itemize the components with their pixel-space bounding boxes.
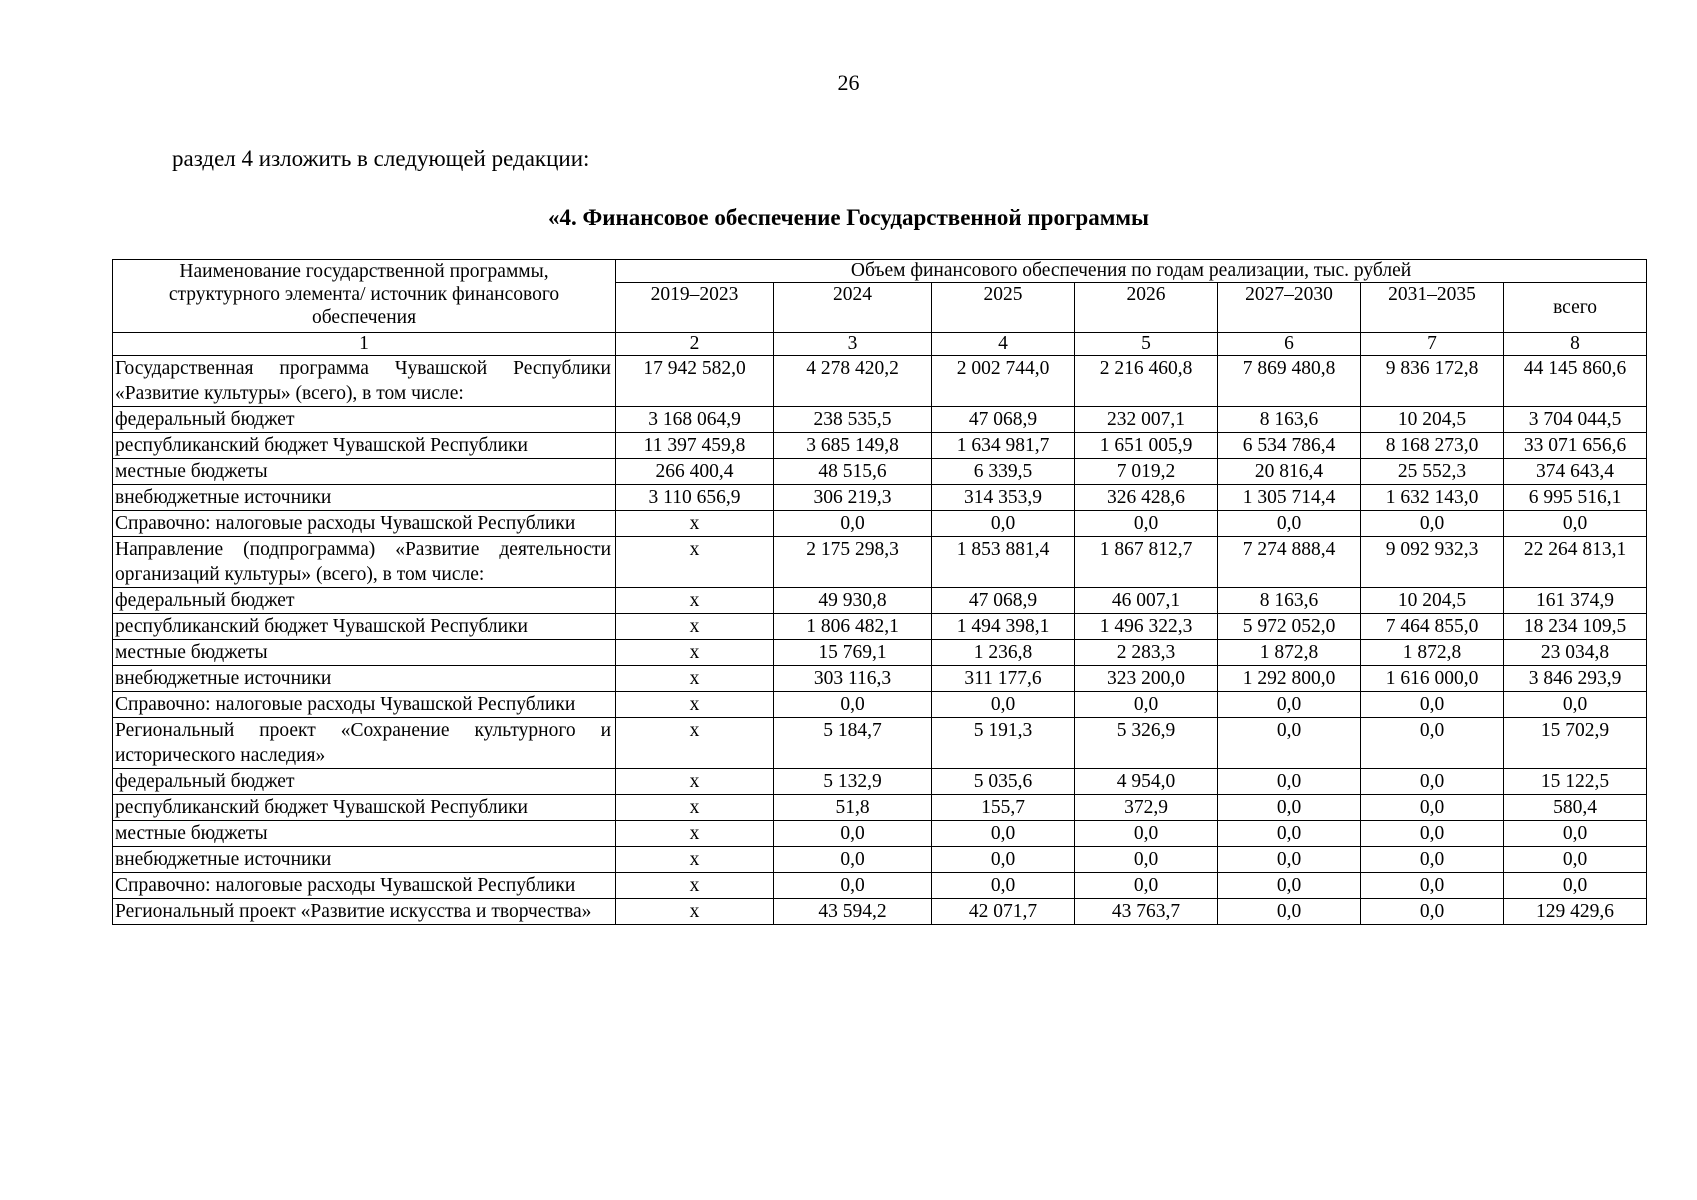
cell-value: 1 872,8: [1361, 640, 1504, 666]
cell-value: 1 632 143,0: [1361, 485, 1504, 511]
cell-value: 18 234 109,5: [1504, 614, 1647, 640]
cell-value: 326 428,6: [1075, 485, 1218, 511]
cell-value: 0,0: [1504, 847, 1647, 873]
cell-value: 4 278 420,2: [774, 356, 932, 407]
cell-value: 22 264 813,1: [1504, 537, 1647, 588]
row-label: федеральный бюджет: [113, 769, 616, 795]
cell-value: 3 846 293,9: [1504, 666, 1647, 692]
intro-text: раздел 4 изложить в следующей редакции:: [172, 146, 590, 171]
row-label: Справочно: налоговые расходы Чувашской Республики: [113, 511, 616, 537]
cell-value: 0,0: [1361, 718, 1504, 769]
table-row: [113, 666, 1647, 692]
cell-value: 3 685 149,8: [774, 433, 932, 459]
header-year: 2026: [1075, 283, 1218, 333]
cell-value: 6 995 516,1: [1504, 485, 1647, 511]
cell-value: 0,0: [932, 821, 1075, 847]
cell-value: 0,0: [1075, 821, 1218, 847]
cell-value: 6 339,5: [932, 459, 1075, 485]
header-name-column: Наименование государственной программы, структурного элемента/ источник финансового обеспечения: [113, 260, 616, 333]
cell-value: 0,0: [1504, 692, 1647, 718]
table-row: [113, 588, 1647, 614]
cell-value: х: [616, 537, 774, 588]
cell-value: х: [616, 511, 774, 537]
cell-value: 47 068,9: [932, 407, 1075, 433]
cell-value: х: [616, 795, 774, 821]
row-label: Государственная программа Чувашской Республики «Развитие культуры» (всего), в том числе:: [113, 356, 616, 407]
cell-value: х: [616, 821, 774, 847]
cell-value: 1 806 482,1: [774, 614, 932, 640]
cell-value: 1 634 981,7: [932, 433, 1075, 459]
cell-value: 0,0: [932, 511, 1075, 537]
cell-value: 51,8: [774, 795, 932, 821]
cell-value: х: [616, 588, 774, 614]
header-year: 2031–2035: [1361, 283, 1504, 333]
cell-value: х: [616, 666, 774, 692]
cell-value: 266 400,4: [616, 459, 774, 485]
cell-value: 155,7: [932, 795, 1075, 821]
cell-value: 2 002 744,0: [932, 356, 1075, 407]
cell-value: х: [616, 692, 774, 718]
cell-value: 0,0: [1361, 795, 1504, 821]
cell-value: 17 942 582,0: [616, 356, 774, 407]
row-label: Региональный проект «Сохранение культурного и исторического наследия»: [113, 718, 616, 769]
cell-value: х: [616, 847, 774, 873]
table-row: [113, 718, 1647, 769]
cell-value: 0,0: [1218, 873, 1361, 899]
cell-value: 238 535,5: [774, 407, 932, 433]
row-label: республиканский бюджет Чувашской Республики: [113, 433, 616, 459]
cell-value: 314 353,9: [932, 485, 1075, 511]
cell-value: 232 007,1: [1075, 407, 1218, 433]
cell-value: 306 219,3: [774, 485, 932, 511]
cell-value: 4 954,0: [1075, 769, 1218, 795]
cell-value: 5 035,6: [932, 769, 1075, 795]
cell-value: 20 816,4: [1218, 459, 1361, 485]
cell-value: 15 702,9: [1504, 718, 1647, 769]
cell-value: 161 374,9: [1504, 588, 1647, 614]
row-label: республиканский бюджет Чувашской Республики: [113, 614, 616, 640]
table-row: [113, 821, 1647, 847]
cell-value: 0,0: [1361, 899, 1504, 925]
row-label: местные бюджеты: [113, 640, 616, 666]
cell-value: 33 071 656,6: [1504, 433, 1647, 459]
table-row: [113, 795, 1647, 821]
cell-value: 10 204,5: [1361, 588, 1504, 614]
cell-value: 9 092 932,3: [1361, 537, 1504, 588]
cell-value: 15 122,5: [1504, 769, 1647, 795]
table-row: [113, 847, 1647, 873]
cell-value: 48 515,6: [774, 459, 932, 485]
cell-value: 7 869 480,8: [1218, 356, 1361, 407]
cell-value: 5 326,9: [1075, 718, 1218, 769]
cell-value: 5 972 052,0: [1218, 614, 1361, 640]
row-label: федеральный бюджет: [113, 588, 616, 614]
cell-value: 3 168 064,9: [616, 407, 774, 433]
row-label: Направление (подпрограмма) «Развитие деятельности организаций культуры» (всего), в том числе:: [113, 537, 616, 588]
cell-value: 9 836 172,8: [1361, 356, 1504, 407]
row-label: Справочно: налоговые расходы Чувашской Республики: [113, 873, 616, 899]
table-row: [113, 537, 1647, 588]
cell-value: 0,0: [932, 692, 1075, 718]
column-number: 3: [774, 333, 932, 356]
column-number: 6: [1218, 333, 1361, 356]
cell-value: х: [616, 873, 774, 899]
cell-value: 0,0: [1504, 821, 1647, 847]
cell-value: 7 274 888,4: [1218, 537, 1361, 588]
financing-table: [112, 259, 1647, 925]
cell-value: 7 019,2: [1075, 459, 1218, 485]
cell-value: 0,0: [1075, 511, 1218, 537]
cell-value: 1 867 812,7: [1075, 537, 1218, 588]
header-group-title: Объем финансового обеспечения по годам реализации, тыс. рублей: [616, 260, 1647, 283]
cell-value: 6 534 786,4: [1218, 433, 1361, 459]
cell-value: 47 068,9: [932, 588, 1075, 614]
cell-value: х: [616, 614, 774, 640]
cell-value: 23 034,8: [1504, 640, 1647, 666]
cell-value: 0,0: [1504, 873, 1647, 899]
cell-value: 0,0: [774, 873, 932, 899]
section-heading: «4. Финансовое обеспечение Государственной программы: [548, 205, 1149, 230]
cell-value: 8 168 273,0: [1361, 433, 1504, 459]
table-row: [113, 769, 1647, 795]
cell-value: 1 494 398,1: [932, 614, 1075, 640]
table-row: [113, 356, 1647, 407]
cell-value: 0,0: [932, 873, 1075, 899]
cell-value: 3 704 044,5: [1504, 407, 1647, 433]
cell-value: 303 116,3: [774, 666, 932, 692]
cell-value: 1 872,8: [1218, 640, 1361, 666]
row-label: местные бюджеты: [113, 821, 616, 847]
cell-value: 0,0: [1218, 769, 1361, 795]
cell-value: 2 175 298,3: [774, 537, 932, 588]
cell-value: 8 163,6: [1218, 407, 1361, 433]
cell-value: 44 145 860,6: [1504, 356, 1647, 407]
cell-value: 372,9: [1075, 795, 1218, 821]
cell-value: 0,0: [1075, 692, 1218, 718]
header-year: 2027–2030: [1218, 283, 1361, 333]
table-row: [113, 899, 1647, 925]
table-body: [113, 356, 1647, 925]
cell-value: 0,0: [1218, 718, 1361, 769]
cell-value: 0,0: [1218, 692, 1361, 718]
cell-value: 0,0: [774, 511, 932, 537]
cell-value: 1 651 005,9: [1075, 433, 1218, 459]
row-label: республиканский бюджет Чувашской Республики: [113, 795, 616, 821]
column-number: 8: [1504, 333, 1647, 356]
table-row: [113, 407, 1647, 433]
cell-value: 1 616 000,0: [1361, 666, 1504, 692]
cell-value: 7 464 855,0: [1361, 614, 1504, 640]
cell-value: 0,0: [1361, 821, 1504, 847]
row-label: внебюджетные источники: [113, 485, 616, 511]
page-number: 26: [837, 70, 860, 95]
table-row: [113, 511, 1647, 537]
header-year: 2025: [932, 283, 1075, 333]
cell-value: 0,0: [1075, 847, 1218, 873]
header-year: 2019–2023: [616, 283, 774, 333]
header-year: всего: [1504, 283, 1647, 333]
cell-value: 0,0: [1361, 692, 1504, 718]
row-label: федеральный бюджет: [113, 407, 616, 433]
cell-value: 43 594,2: [774, 899, 932, 925]
cell-value: х: [616, 718, 774, 769]
cell-value: 49 930,8: [774, 588, 932, 614]
cell-value: 1 292 800,0: [1218, 666, 1361, 692]
cell-value: 0,0: [774, 821, 932, 847]
column-number: 1: [113, 333, 616, 356]
cell-value: 1 236,8: [932, 640, 1075, 666]
cell-value: 43 763,7: [1075, 899, 1218, 925]
cell-value: 0,0: [1504, 511, 1647, 537]
cell-value: 3 110 656,9: [616, 485, 774, 511]
column-number: 5: [1075, 333, 1218, 356]
cell-value: 1 853 881,4: [932, 537, 1075, 588]
cell-value: 0,0: [1361, 511, 1504, 537]
table-row: [113, 485, 1647, 511]
cell-value: 0,0: [774, 692, 932, 718]
cell-value: 0,0: [1075, 873, 1218, 899]
cell-value: 0,0: [1218, 899, 1361, 925]
cell-value: 311 177,6: [932, 666, 1075, 692]
cell-value: 5 184,7: [774, 718, 932, 769]
table-row: [113, 459, 1647, 485]
cell-value: 0,0: [774, 847, 932, 873]
column-number-row: [113, 333, 1647, 356]
cell-value: 5 191,3: [932, 718, 1075, 769]
cell-value: 25 552,3: [1361, 459, 1504, 485]
cell-value: 1 496 322,3: [1075, 614, 1218, 640]
cell-value: 11 397 459,8: [616, 433, 774, 459]
cell-value: 2 216 460,8: [1075, 356, 1218, 407]
cell-value: 8 163,6: [1218, 588, 1361, 614]
row-label: внебюджетные источники: [113, 847, 616, 873]
cell-value: 46 007,1: [1075, 588, 1218, 614]
row-label: Региональный проект «Развитие искусства и творчества»: [113, 899, 616, 925]
cell-value: 0,0: [1218, 847, 1361, 873]
column-number: 4: [932, 333, 1075, 356]
cell-value: 0,0: [1361, 847, 1504, 873]
cell-value: 0,0: [1361, 769, 1504, 795]
cell-value: 42 071,7: [932, 899, 1075, 925]
cell-value: 374 643,4: [1504, 459, 1647, 485]
table-row: [113, 873, 1647, 899]
cell-value: 10 204,5: [1361, 407, 1504, 433]
table-row: [113, 433, 1647, 459]
cell-value: 129 429,6: [1504, 899, 1647, 925]
cell-value: 1 305 714,4: [1218, 485, 1361, 511]
cell-value: 323 200,0: [1075, 666, 1218, 692]
cell-value: 15 769,1: [774, 640, 932, 666]
cell-value: 0,0: [932, 847, 1075, 873]
table-row: [113, 640, 1647, 666]
column-number: 2: [616, 333, 774, 356]
header-year: 2024: [774, 283, 932, 333]
row-label: Справочно: налоговые расходы Чувашской Республики: [113, 692, 616, 718]
column-number: 7: [1361, 333, 1504, 356]
row-label: местные бюджеты: [113, 459, 616, 485]
cell-value: 0,0: [1218, 795, 1361, 821]
cell-value: 2 283,3: [1075, 640, 1218, 666]
cell-value: 0,0: [1361, 873, 1504, 899]
cell-value: х: [616, 769, 774, 795]
table-row: [113, 692, 1647, 718]
cell-value: х: [616, 899, 774, 925]
cell-value: 0,0: [1218, 511, 1361, 537]
cell-value: 0,0: [1218, 821, 1361, 847]
table-row: [113, 614, 1647, 640]
cell-value: 5 132,9: [774, 769, 932, 795]
header-row-group: [113, 260, 1647, 283]
cell-value: 580,4: [1504, 795, 1647, 821]
row-label: внебюджетные источники: [113, 666, 616, 692]
cell-value: х: [616, 640, 774, 666]
